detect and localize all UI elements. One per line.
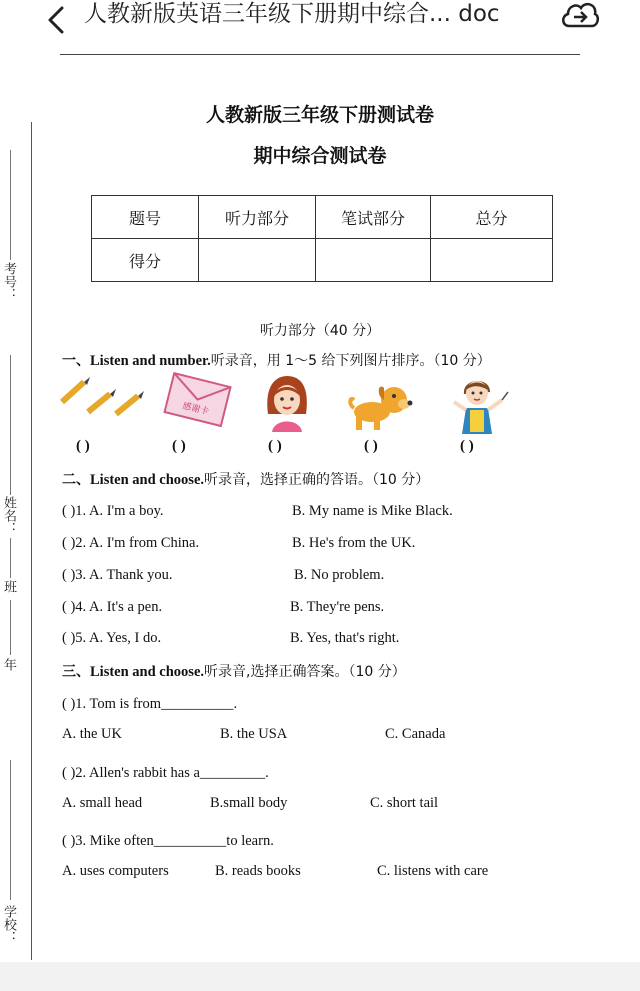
margin-blank-line [10, 600, 11, 655]
back-arrow-icon[interactable] [44, 6, 72, 34]
part2-q1: ( )1. A. I'm a boy. [62, 503, 164, 519]
part3-heading [62, 661, 406, 681]
part2-q1-option-b: B. My name is Mike Black. [292, 503, 453, 519]
bottom-toolbar [0, 962, 640, 991]
top-bar [0, 0, 640, 44]
part3-heading-en: Listen and choose. [90, 664, 205, 680]
score-table [91, 195, 553, 282]
table-empty-cell [199, 239, 316, 282]
table-header-cell: 总分 [431, 196, 553, 239]
margin-field-school: 学校： [2, 905, 17, 944]
part3-q2-option-a: A. small head [62, 795, 143, 811]
part2-q4: ( )4. A. It's a pen. [62, 599, 163, 615]
margin-blank-line [10, 538, 11, 578]
part1-heading-cn: 听录音，用 1～5 给下列图片排序。（10 分） [210, 353, 491, 369]
margin-blank-line [10, 355, 11, 495]
card-picture [162, 372, 236, 432]
table-row-label: 得分 [92, 239, 199, 282]
part3-q3-option-c: C. listens with care [377, 863, 489, 879]
part3-q3-option-a: A. uses computers [62, 863, 169, 879]
answer-blank[interactable]: ( ) [364, 438, 378, 454]
margin-field-name: 姓名： [2, 496, 17, 535]
section-title: 听力部分（40 分） [259, 323, 381, 339]
part2-heading-en: Listen and choose. [90, 472, 205, 488]
table-header-cell: 听力部分 [199, 196, 316, 239]
dog-picture [348, 382, 416, 432]
answer-blank[interactable]: ( ) [268, 438, 282, 454]
margin-field-grade: 年 [2, 658, 17, 671]
part3-q2-option-b: B.small body [210, 795, 288, 811]
pencil-icon [62, 377, 90, 402]
pencils-picture [58, 372, 148, 422]
part3-q1: ( )1. Tom is from__________. [62, 696, 238, 712]
margin-blank-line [10, 760, 11, 900]
answer-blank[interactable]: ( ) [172, 438, 186, 454]
part2-q4-option-b: B. They're pens. [290, 599, 385, 615]
card-text: 感谢卡 [181, 401, 210, 418]
answer-blank[interactable]: ( ) [460, 438, 474, 454]
cloud-share-icon[interactable] [560, 0, 600, 30]
pencil-icon [88, 389, 116, 412]
table-header-cell: 题号 [92, 196, 199, 239]
table-empty-cell [316, 239, 431, 282]
part3-q3: ( )3. Mike often__________to learn. [62, 833, 274, 849]
part3-q1-option-b: B. the USA [220, 726, 288, 742]
part1-heading [62, 350, 491, 370]
part3-q3-option-b: B. reads books [215, 863, 301, 879]
teacher-picture [450, 374, 512, 434]
binding-line [31, 122, 32, 960]
pencil-icon [116, 391, 144, 414]
part2-q2-option-b: B. He's from the UK. [292, 535, 416, 551]
part3-number: 三、 [62, 664, 90, 680]
doc-title-sub: 期中综合测试卷 [253, 145, 387, 167]
part3-q1-option-c: C. Canada [385, 726, 446, 742]
header-divider [60, 54, 580, 55]
part2-heading [62, 469, 429, 489]
table-header-cell: 笔试部分 [316, 196, 431, 239]
part2-number: 二、 [62, 472, 90, 488]
part2-q5: ( )5. A. Yes, I do. [62, 630, 162, 646]
margin-field-exam-number: 考号： [2, 262, 17, 301]
part2-q5-option-b: B. Yes, that's right. [290, 630, 400, 646]
document-title: 人教新版英语三年级下册期中综合... doc [84, 1, 500, 27]
part2-q3: ( )3. A. Thank you. [62, 567, 173, 583]
girl-picture [262, 374, 312, 432]
part1-number: 一、 [62, 353, 90, 369]
part3-q2: ( )2. Allen's rabbit has a_________. [62, 765, 269, 781]
part2-heading-cn: 听录音，选择正确的答语。（10 分） [204, 472, 430, 488]
part3-heading-cn: 听录音,选择正确答案。（10 分） [204, 664, 406, 680]
part3-q2-option-c: C. short tail [370, 795, 439, 811]
table-empty-cell [431, 239, 553, 282]
part1-heading-en: Listen and number. [90, 353, 211, 369]
part3-q1-option-a: A. the UK [62, 726, 123, 742]
answer-blank[interactable]: ( ) [76, 438, 90, 454]
doc-title-main: 人教新版三年级下册测试卷 [205, 104, 434, 126]
part2-q3-option-b: B. No problem. [294, 567, 385, 583]
margin-field-class: 班 [2, 580, 17, 593]
part2-q2: ( )2. A. I'm from China. [62, 535, 200, 551]
